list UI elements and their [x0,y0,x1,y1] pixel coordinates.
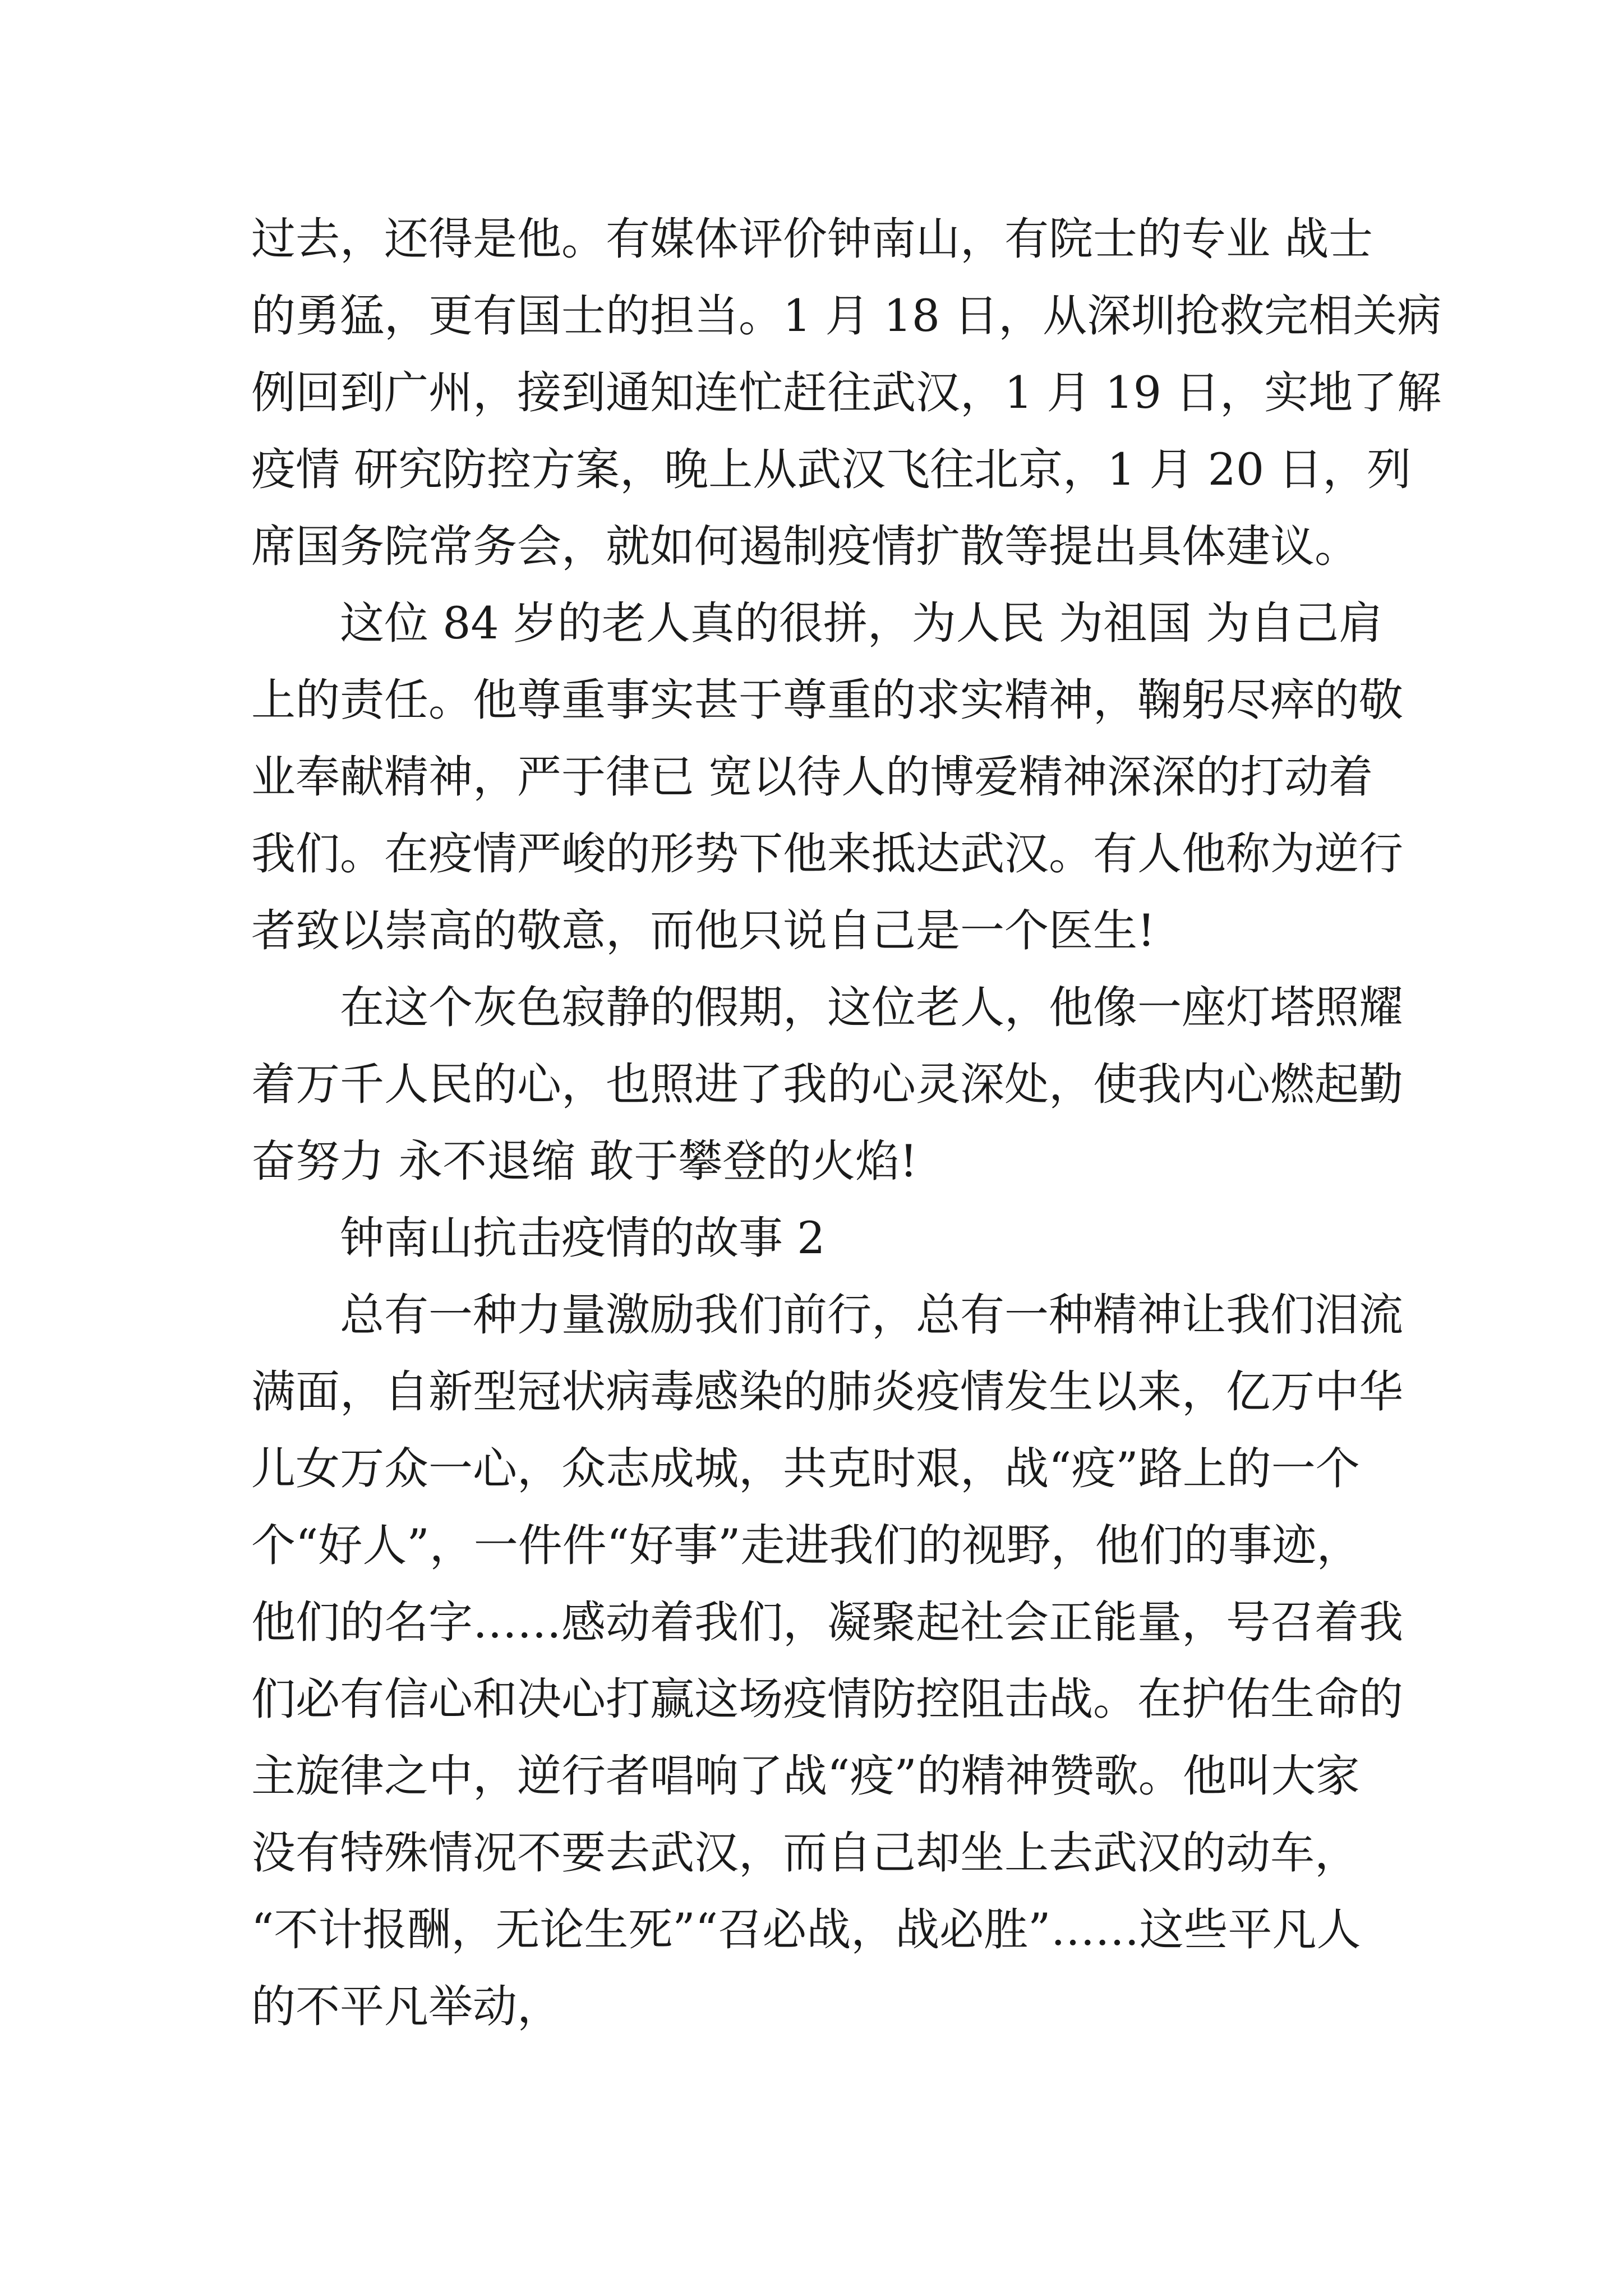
text-line: 疫情 研究防控方案，晚上从武汉飞往北京，1 月 20 日，列 [251,444,1412,495]
text-line: 过去，还得是他。有媒体评价钟南山，有院士的专业 战士 [251,213,1373,265]
text-line: 奋努力 永不退缩 敢于攀登的火焰! [251,1135,917,1187]
paragraph-elder-dedication [251,585,1403,969]
text-line: 我们。在疫情严峻的形势下他来抵达武汉。有人他称为逆行 [251,828,1403,880]
paragraph-lighthouse [251,969,1403,1200]
section-heading [251,1200,1390,1277]
text-line: 席国务院常务会，就如何遏制疫情扩散等提出具体建议。 [251,521,1359,572]
heading-text: 钟南山抗击疫情的故事 2 [340,1212,826,1264]
paragraph-story-2 [251,1277,1403,2045]
text-line: 这位 84 岁的老人真的很拼，为人民 为祖国 为自己肩 [340,597,1383,649]
text-line: 着万千人民的心，也照进了我的心灵深处，使我内心燃起勤 [251,1059,1403,1110]
text-line: 总有一种力量激励我们前行，总有一种精神让我们泪流 [340,1289,1403,1341]
text-line: 的不平凡举动， [251,1981,561,2032]
text-line: 他们的名字……感动着我们，凝聚起社会正能量，号召着我 [251,1596,1403,1648]
text-line: 的勇猛，更有国士的担当。1 月 18 日，从深圳抢救完相关病 [251,290,1442,342]
paragraph-continuation [251,201,1442,585]
text-line: 在这个灰色寂静的假期，这位老人，他像一座灯塔照耀 [340,982,1403,1033]
text-line: 没有特殊情况不要去武汉，而自己却坐上去武汉的动车， [251,1827,1359,1879]
text-line: 个“好人”，一件件“好事”走进我们的视野，他们的事迹， [251,1520,1361,1571]
text-line: 满面，自新型冠状病毒感染的肺炎疫情发生以来，亿万中华 [251,1366,1403,1418]
text-line: 主旋律之中，逆行者唱响了战“疫”的精神赞歌。他叫大家 [251,1750,1360,1802]
text-line: 儿女万众一心，众志成城，共克时艰，战“疫”路上的一个 [251,1443,1360,1494]
text-line: 例回到广州，接到通知连忙赶往武汉，1 月 19 日，实地了解 [251,367,1442,418]
text-line: 业奉献精神，严于律已 宽以待人的博爱精神深深的打动着 [251,751,1373,803]
text-line: 者致以崇高的敬意，而他只说自己是一个医生! [251,905,1155,956]
text-line: 上的责任。他尊重事实甚于尊重的求实精神，鞠躬尽瘁的敬 [251,674,1403,726]
document-body [251,201,1442,2045]
text-line: “不计报酬，无论生死”“召必战，战必胜”……这些平凡人 [251,1904,1361,1955]
text-line: 们必有信心和决心打赢这场疫情防控阻击战。在护佑生命的 [251,1673,1403,1725]
